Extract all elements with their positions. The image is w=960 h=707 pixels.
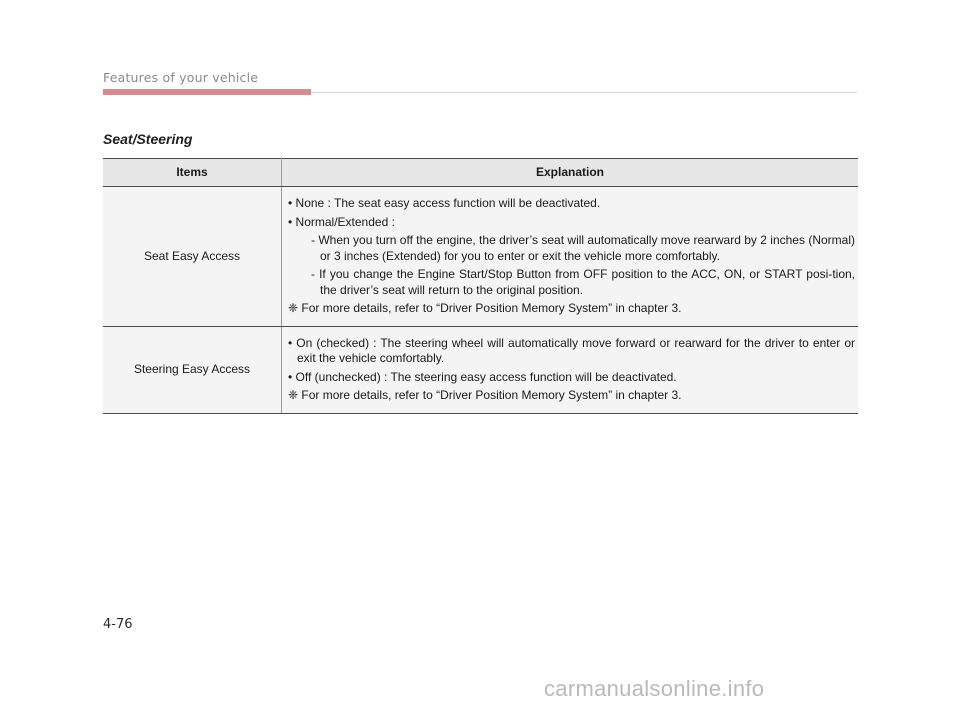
explanation-line: - If you change the Engine Start/Stop Button from OFF position to the ACC, ON, or START posi-tion, the driver’s seat will return to the original position. [311,267,855,297]
table-row [103,326,858,413]
page-number: 4-76 [103,617,133,632]
header-accent-bar [103,89,311,95]
column-header-items: Items [103,159,282,187]
table-row [103,187,858,327]
explanation-line: • On (checked) : The steering wheel will automatically move forward or rearward for the driver to enter or exit the vehicle comfortably. [288,335,855,365]
explanation-cell-seat-easy-access [282,187,859,327]
settings-table [103,158,858,414]
column-header-explanation: Explanation [282,159,859,187]
item-cell-seat-easy-access: Seat Easy Access [103,187,282,327]
item-cell-steering-easy-access: Steering Easy Access [103,326,282,413]
explanation-line: • Normal/Extended : [288,214,395,229]
explanation-note: ❈ For more details, refer to “Driver Position Memory System” in chapter 3. [288,388,682,402]
explanation-line: • Off (unchecked) : The steering easy access function will be deactivated. [288,369,677,384]
explanation-cell-steering-easy-access [282,326,859,413]
table-header-row [103,159,858,187]
explanation-note: ❈ For more details, refer to “Driver Position Memory System” in chapter 3. [288,301,682,315]
explanation-line: - When you turn off the engine, the driver’s seat will automatically move rearward by 2 inches (Normal) or 3 inches (Extended) for you to enter or exit the vehicle more comfortably. [311,233,855,263]
header-rule [311,92,857,93]
section-title: Seat/Steering [103,131,193,147]
watermark: carmanualsonline.info [544,676,765,701]
explanation-line: • None : The seat easy access function will be deactivated. [288,196,601,210]
running-header: Features of your vehicle [103,70,259,85]
